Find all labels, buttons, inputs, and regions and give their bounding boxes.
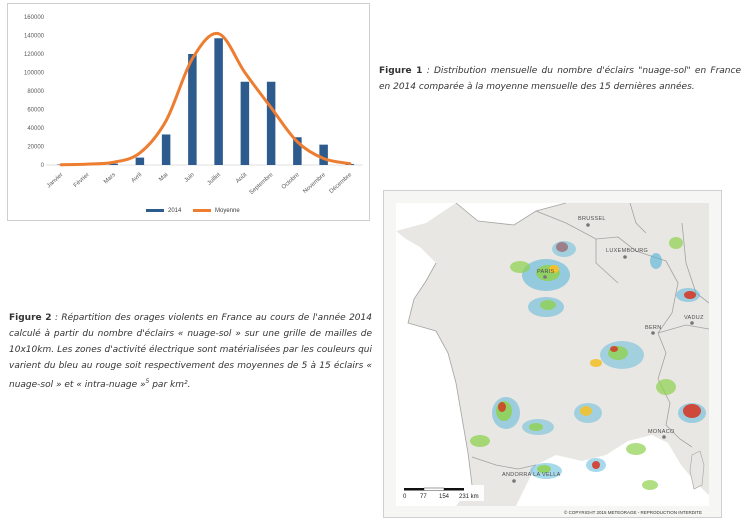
y-tick-label: 140000 [23,33,44,40]
figure-2-text: : Répartition des orages violents en France au cours de l'année 2014 calculé à partir du nombre d'éclairs « nuage-sol » sur une grille de mailles de 10x10km. Les zones d'activité électrique sont matérialisées par les couleurs qui varient du bleu au rouge soit respectivement des moyennes de 5 à 15 éclairs « nuage-sol » et « intra-nuage » [9,313,372,390]
y-tick-label: 100000 [23,70,44,77]
legend-label-2014: 2014 [168,208,182,214]
city-dot-paris [543,275,547,279]
figure-2-caption [9,310,372,393]
bar-2014-7 [241,82,250,165]
city-dot-andorra [512,479,516,483]
x-tick-label: Mars [103,172,117,186]
series-line-moyenne [61,33,350,164]
city-label-andorra: ANDORRA LA VELLA [502,472,561,478]
x-tick-label: Octobre [280,172,301,191]
figure-1-caption [379,63,741,95]
x-tick-label: Août [235,172,249,185]
france-map-canvas [396,203,709,506]
y-tick-label: 60000 [27,107,44,114]
city-label-vaduz: VADUZ [684,315,704,321]
y-tick-label: 120000 [23,52,44,58]
bar-2014-5 [188,54,197,165]
bar-2014-4 [162,134,171,165]
city-label-monaco: MONACO [648,429,675,435]
x-tick-label: Juillet [206,172,222,187]
bar-2014-3 [136,158,145,165]
city-dot-monaco [662,435,666,439]
x-tick-label: Mai [158,172,170,183]
city-dot-luxembourg [623,255,627,259]
storm-density-map [383,190,722,518]
x-tick-label: Septembre [248,172,275,197]
city-dot-vaduz [690,321,694,325]
bar-2014-8 [267,82,276,165]
city-label-bern: BERN [645,325,662,331]
atlantic-ocean [396,231,472,506]
chart-legend [146,208,240,214]
map-footer [384,506,723,518]
scale-label-231: 231 km [459,494,479,500]
map-copyright: © COPYRIGHT 2015 METEORAGE - REPRODUCTION INTERDITE [564,510,703,515]
map-scale-bar [400,485,484,501]
figure-1-text: : Distribution mensuelle du nombre d'éclairs "nuage-sol" en France en 2014 comparée à la moyenne mensuelle des 15 dernières années. [379,66,741,92]
y-tick-label: 0 [40,163,44,169]
bar-2014-10 [319,145,328,165]
bar-2014-6 [214,38,223,165]
scale-label-0: 0 [403,494,407,500]
y-tick-label: 20000 [27,144,44,151]
city-label-paris: PARIS [537,269,555,275]
x-tick-label: Décembre [328,172,354,196]
city-label-luxembourg: LUXEMBOURG [606,248,649,254]
legend-swatch-2014 [146,209,164,212]
y-tick-label: 80000 [27,89,44,95]
figure-2-footnote: 5 [145,378,150,385]
y-tick-label: 160000 [23,15,44,21]
x-tick-label: Janvier [46,172,65,190]
figure-2-text-end: par km². [149,380,191,390]
y-tick-label: 40000 [27,126,44,132]
figure-1-label: Figure 1 [379,66,423,76]
x-tick-label: Avril [130,172,144,185]
legend-swatch-moyenne [193,209,211,212]
scale-label-154: 154 [439,494,450,500]
english-channel [396,203,566,231]
city-dot-brussel [586,223,590,227]
figure-2-label: Figure 2 [9,313,52,323]
monthly-lightning-chart [7,3,370,221]
x-tick-label: Novembre [302,172,327,196]
scale-label-77: 77 [420,494,427,500]
city-dot-bern [651,331,655,335]
city-label-brussel: BRUSSEL [578,216,606,222]
legend-label-moyenne: Moyenne [215,208,240,214]
map-area [396,203,709,506]
x-tick-label: Février [72,172,91,189]
chart-canvas [8,4,371,222]
x-tick-label: Juin [183,172,196,184]
